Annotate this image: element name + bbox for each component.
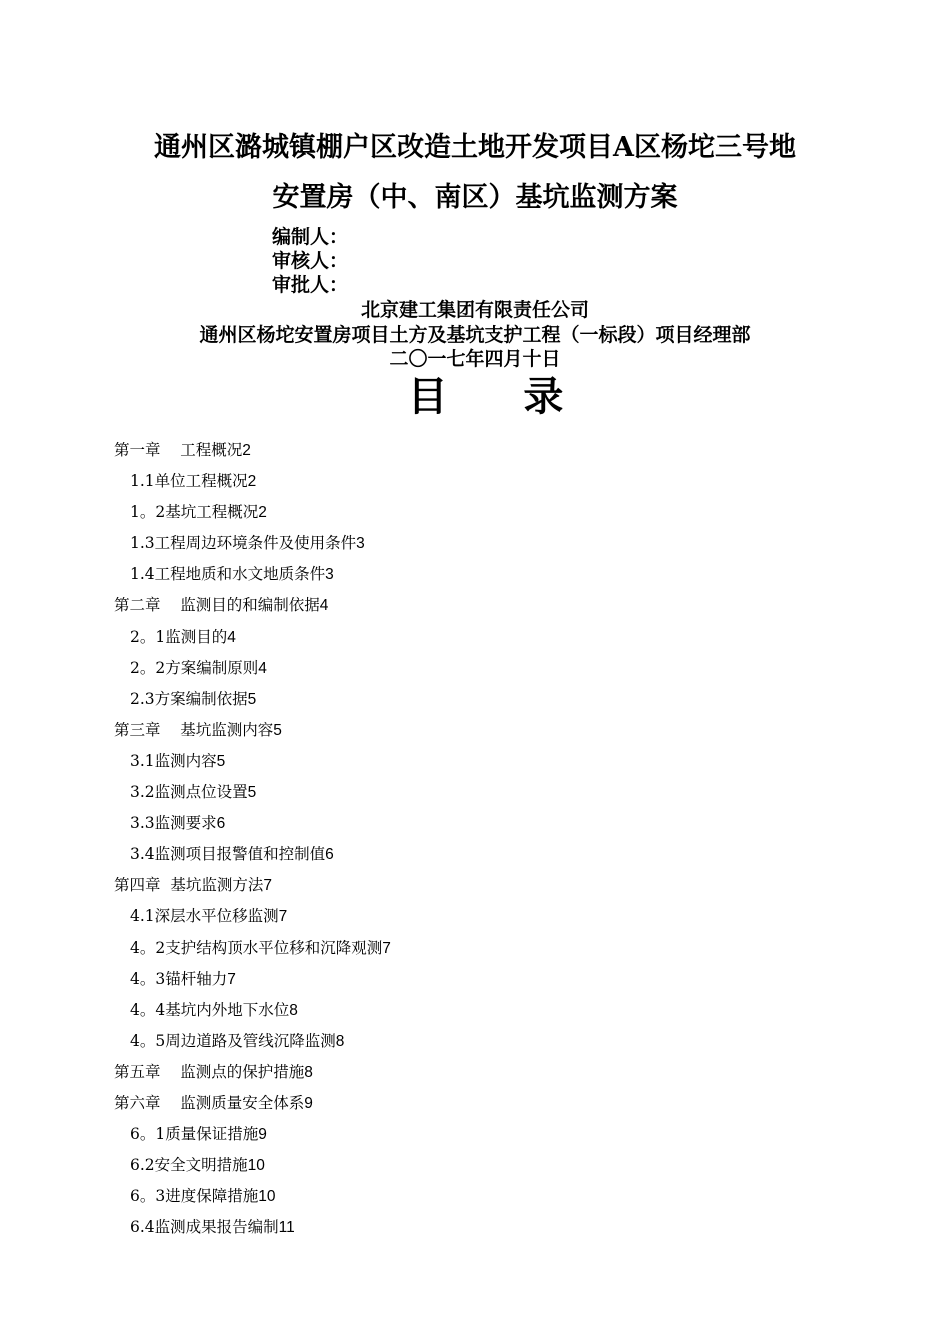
toc-entry-text: 4。3锚杆轴力 xyxy=(130,969,228,988)
toc-page-number: 7 xyxy=(263,877,272,895)
table-of-contents xyxy=(114,435,874,1243)
toc-section-entry[interactable] xyxy=(114,1181,874,1212)
toc-chapter-entry[interactable] xyxy=(114,435,874,466)
toc-page-number: 5 xyxy=(273,721,282,739)
toc-page-number: 3 xyxy=(356,535,365,553)
toc-section-entry[interactable] xyxy=(114,839,874,870)
toc-section-entry[interactable] xyxy=(114,1119,874,1150)
toc-entry-text: 4。5周边道路及管线沉降监测 xyxy=(130,1031,336,1050)
toc-page-number: 9 xyxy=(304,1094,313,1112)
toc-page-number: 7 xyxy=(382,939,391,957)
toc-entry-text: 3.1监测内容 xyxy=(130,751,217,770)
department-name: 通州区杨坨安置房项目土方及基坑支护工程（一标段）项目经理部 xyxy=(199,324,751,346)
approver-label: 审批人： xyxy=(272,274,349,296)
toc-chapter-entry[interactable] xyxy=(114,1088,874,1119)
toc-entry-text: 第五章 监测点的保护措施 xyxy=(114,1062,305,1081)
toc-section-entry[interactable] xyxy=(114,559,874,590)
toc-page-number: 9 xyxy=(258,1126,267,1144)
toc-entry-text: 2。2方案编制原则 xyxy=(130,658,259,677)
toc-page-number: 6 xyxy=(216,815,226,833)
toc-entry-text: 1.1单位工程概况 xyxy=(130,472,248,491)
compiler-label: 编制人： xyxy=(272,226,349,248)
toc-page-number: 5 xyxy=(216,752,226,770)
toc-section-entry[interactable] xyxy=(114,964,874,995)
toc-page-number: 4 xyxy=(319,597,329,615)
toc-section-entry[interactable] xyxy=(114,684,874,715)
toc-heading: 目 录 xyxy=(407,373,568,420)
toc-entry-text: 第六章 监测质量安全体系 xyxy=(114,1093,305,1112)
toc-section-entry[interactable] xyxy=(114,808,874,839)
toc-page-number: 3 xyxy=(325,566,334,584)
document-title-line2: 安置房（中、南区）基坑监测方案 xyxy=(272,182,678,213)
toc-entry-text: 3.3监测要求 xyxy=(130,814,217,833)
document-date: 二〇一七年四月十日 xyxy=(389,348,561,370)
toc-section-entry[interactable] xyxy=(114,497,874,528)
toc-section-entry[interactable] xyxy=(114,622,874,653)
toc-entry-text: 2.3方案编制依据 xyxy=(130,689,248,708)
toc-section-entry[interactable] xyxy=(114,528,874,559)
toc-chapter-entry[interactable] xyxy=(114,715,874,746)
toc-entry-text: 6。3进度保障措施 xyxy=(130,1187,259,1206)
toc-page-number: 10 xyxy=(258,1188,276,1206)
toc-page-number: 5 xyxy=(247,784,257,802)
toc-entry-text: 4.1深层水平位移监测 xyxy=(130,907,279,926)
toc-chapter-entry[interactable] xyxy=(114,590,874,621)
reviewer-label: 审核人： xyxy=(272,250,349,272)
toc-page-number: 2 xyxy=(258,504,267,522)
toc-page-number: 2 xyxy=(247,473,257,491)
toc-page-number: 4 xyxy=(227,628,236,646)
toc-entry-text: 1.3工程周边环境条件及使用条件 xyxy=(130,534,357,553)
toc-page-number: 7 xyxy=(227,970,236,988)
toc-page-number: 6 xyxy=(325,846,334,864)
toc-section-entry[interactable] xyxy=(114,1150,874,1181)
toc-section-entry[interactable] xyxy=(114,653,874,684)
toc-section-entry[interactable] xyxy=(114,466,874,497)
toc-page-number: 7 xyxy=(278,908,288,926)
toc-page-number: 8 xyxy=(289,1001,298,1019)
toc-section-entry[interactable] xyxy=(114,995,874,1026)
toc-page-number: 11 xyxy=(278,1219,295,1237)
toc-entry-text: 1.4工程地质和水文地质条件 xyxy=(130,565,326,584)
toc-page-number: 2 xyxy=(242,442,251,459)
toc-section-entry[interactable] xyxy=(114,777,874,808)
toc-entry-text: 6.4监测成果报告编制 xyxy=(130,1218,279,1237)
toc-section-entry[interactable] xyxy=(114,901,874,932)
toc-section-entry[interactable] xyxy=(114,1212,874,1243)
toc-section-entry[interactable] xyxy=(114,746,874,777)
toc-entry-text: 4。2支护结构顶水平位移和沉降观测 xyxy=(130,938,383,957)
toc-entry-text: 4。4基坑内外地下水位 xyxy=(130,1000,290,1019)
toc-entry-text: 3.4监测项目报警值和控制值 xyxy=(130,845,326,864)
toc-chapter-entry[interactable] xyxy=(114,1057,874,1088)
toc-section-entry[interactable] xyxy=(114,1026,874,1057)
toc-entry-text: 2。1监测目的 xyxy=(130,627,228,646)
toc-entry-text: 3.2监测点位设置 xyxy=(130,783,248,802)
toc-entry-text: 6。1质量保证措施 xyxy=(130,1125,259,1144)
company-name: 北京建工集团有限责任公司 xyxy=(360,299,589,321)
toc-page-number: 8 xyxy=(335,1032,345,1050)
toc-page-number: 4 xyxy=(258,659,267,677)
toc-entry-text: 第四章 基坑监测方法 xyxy=(114,876,264,895)
toc-entry-text: 1。2基坑工程概况 xyxy=(130,503,259,522)
toc-entry-text: 第三章 基坑监测内容 xyxy=(114,720,274,739)
toc-section-entry[interactable] xyxy=(114,933,874,964)
document-title-line1: 通州区潞城镇棚户区改造土地开发项目A区杨坨三号地 xyxy=(154,132,796,163)
toc-entry-text: 第二章 监测目的和编制依据 xyxy=(114,596,320,615)
toc-page-number: 10 xyxy=(247,1157,265,1175)
toc-entry-text: 第一章 工程概况 xyxy=(114,441,243,459)
toc-page-number: 5 xyxy=(247,690,257,708)
toc-chapter-entry[interactable] xyxy=(114,870,874,901)
toc-page-number: 8 xyxy=(304,1063,313,1081)
toc-entry-text: 6.2安全文明措施 xyxy=(130,1156,248,1175)
